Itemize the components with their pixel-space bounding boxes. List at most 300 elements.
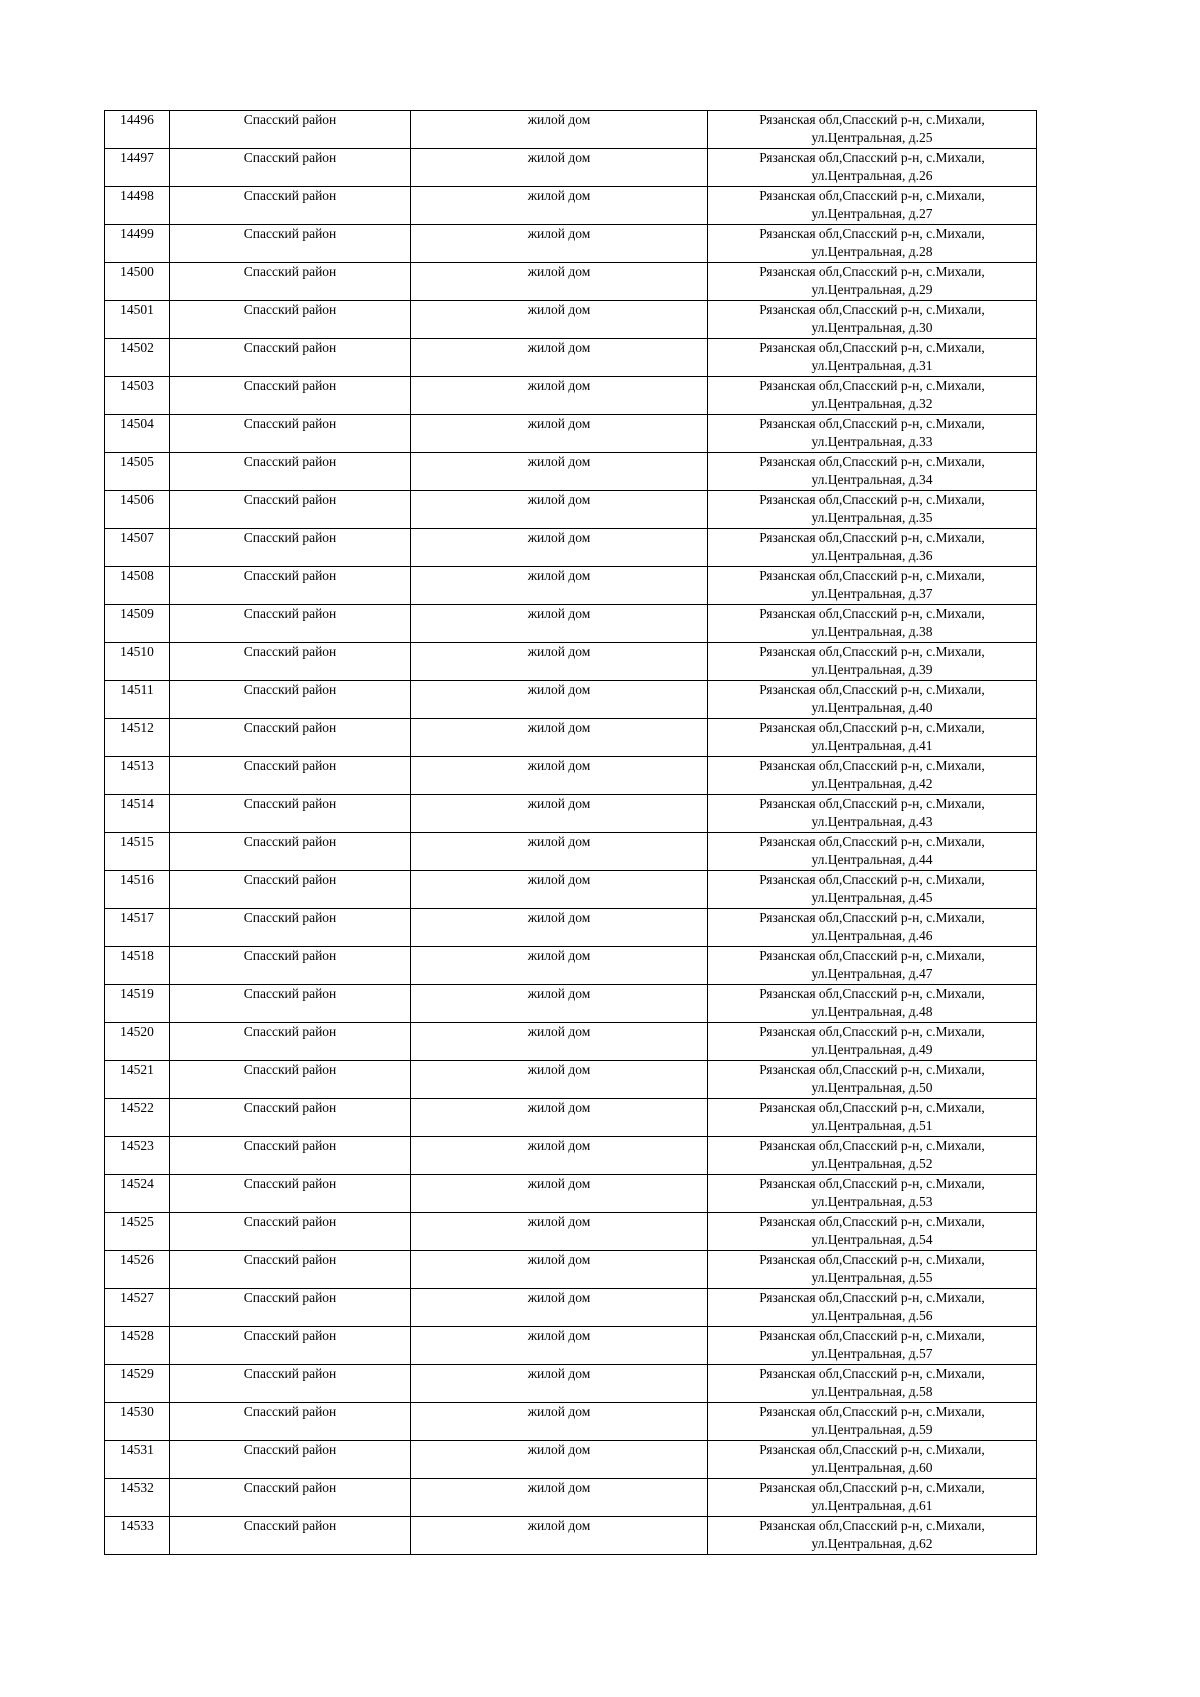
district-cell (170, 1289, 411, 1327)
address-line-region: Рязанская обл,Спасский р-н, с.Михали, (759, 1442, 985, 1457)
record-number-cell (105, 225, 170, 263)
district-cell (170, 301, 411, 339)
district-cell (170, 187, 411, 225)
district-cell (170, 1213, 411, 1251)
district-cell (170, 947, 411, 985)
address-line-region: Рязанская обл,Спасский р-н, с.Михали, (759, 1100, 985, 1115)
record-number-cell (105, 643, 170, 681)
address-line-street: ул.Центральная, д.48 (811, 1004, 933, 1019)
table-row (105, 1479, 1037, 1517)
district-cell (170, 643, 411, 681)
record-number-cell (105, 1289, 170, 1327)
district-name: Спасский район (243, 340, 337, 355)
table-row (105, 1403, 1037, 1441)
district-cell (170, 1327, 411, 1365)
record-number: 14524 (120, 1176, 154, 1191)
object-type-cell (411, 719, 708, 757)
district-cell (170, 1403, 411, 1441)
address-line-street: ул.Центральная, д.51 (811, 1118, 933, 1133)
address-line-region: Рязанская обл,Спасский р-н, с.Михали, (759, 1138, 985, 1153)
object-type: жилой дом (527, 416, 591, 431)
record-number-cell (105, 1175, 170, 1213)
object-type-cell (411, 491, 708, 529)
record-number-cell (105, 301, 170, 339)
district-cell (170, 415, 411, 453)
address-cell (708, 681, 1037, 719)
district-name: Спасский район (243, 796, 337, 811)
address-line-region: Рязанская обл,Спасский р-н, с.Михали, (759, 1252, 985, 1267)
address-cell (708, 719, 1037, 757)
district-name: Спасский район (243, 1328, 337, 1343)
district-name: Спасский район (243, 1366, 337, 1381)
district-name: Спасский район (243, 606, 337, 621)
district-name: Спасский район (243, 302, 337, 317)
address-cell (708, 757, 1037, 795)
record-number: 14523 (120, 1138, 154, 1153)
district-name: Спасский район (243, 872, 337, 887)
object-type: жилой дом (527, 1024, 591, 1039)
record-number: 14511 (120, 682, 154, 697)
address-line-street: ул.Центральная, д.34 (811, 472, 933, 487)
object-type: жилой дом (527, 796, 591, 811)
record-number-cell (105, 1327, 170, 1365)
table-row (105, 187, 1037, 225)
district-name: Спасский район (243, 1176, 337, 1191)
object-type: жилой дом (527, 264, 591, 279)
district-cell (170, 681, 411, 719)
address-line-street: ул.Центральная, д.28 (811, 244, 933, 259)
object-type: жилой дом (527, 1252, 591, 1267)
record-number: 14512 (120, 720, 154, 735)
address-line-region: Рязанская обл,Спасский р-н, с.Михали, (759, 1214, 985, 1229)
object-type: жилой дом (527, 834, 591, 849)
address-line-street: ул.Центральная, д.25 (811, 130, 933, 145)
district-name: Спасский район (243, 1404, 337, 1419)
district-cell (170, 491, 411, 529)
address-line-street: ул.Центральная, д.29 (811, 282, 933, 297)
table-row (105, 985, 1037, 1023)
address-line-region: Рязанская обл,Спасский р-н, с.Михали, (759, 1062, 985, 1077)
registry-table-body (105, 111, 1037, 1555)
object-type: жилой дом (527, 1366, 591, 1381)
object-type-cell (411, 871, 708, 909)
district-cell (170, 149, 411, 187)
table-row (105, 947, 1037, 985)
address-line-region: Рязанская обл,Спасский р-н, с.Михали, (759, 416, 985, 431)
record-number-cell (105, 833, 170, 871)
object-type: жилой дом (527, 758, 591, 773)
district-cell (170, 1137, 411, 1175)
table-row (105, 149, 1037, 187)
address-line-street: ул.Центральная, д.50 (811, 1080, 933, 1095)
table-row (105, 1289, 1037, 1327)
district-cell (170, 111, 411, 149)
table-row (105, 453, 1037, 491)
table-row (105, 1441, 1037, 1479)
object-type: жилой дом (527, 1100, 591, 1115)
address-line-region: Рязанская обл,Спасский р-н, с.Михали, (759, 1366, 985, 1381)
record-number-cell (105, 1365, 170, 1403)
address-line-street: ул.Центральная, д.57 (811, 1346, 933, 1361)
address-line-street: ул.Центральная, д.59 (811, 1422, 933, 1437)
object-type: жилой дом (527, 1404, 591, 1419)
record-number: 14526 (120, 1252, 154, 1267)
table-row (105, 301, 1037, 339)
district-cell (170, 795, 411, 833)
record-number-cell (105, 871, 170, 909)
address-line-region: Рязанская обл,Спасский р-н, с.Михали, (759, 1328, 985, 1343)
address-line-region: Рязанская обл,Спасский р-н, с.Михали, (759, 150, 985, 165)
object-type: жилой дом (527, 986, 591, 1001)
district-cell (170, 1023, 411, 1061)
table-row (105, 1365, 1037, 1403)
address-line-street: ул.Центральная, д.30 (811, 320, 933, 335)
district-name: Спасский район (243, 910, 337, 925)
address-cell (708, 301, 1037, 339)
district-name: Спасский район (243, 1100, 337, 1115)
district-cell (170, 225, 411, 263)
address-cell (708, 1213, 1037, 1251)
object-type-cell (411, 1175, 708, 1213)
object-type-cell (411, 529, 708, 567)
record-number: 14501 (120, 302, 154, 317)
object-type: жилой дом (527, 112, 591, 127)
address-line-region: Рязанская обл,Спасский р-н, с.Михали, (759, 226, 985, 241)
table-row (105, 1517, 1037, 1555)
district-name: Спасский район (243, 758, 337, 773)
address-cell (708, 111, 1037, 149)
address-cell (708, 985, 1037, 1023)
address-line-street: ул.Центральная, д.60 (811, 1460, 933, 1475)
object-type-cell (411, 1403, 708, 1441)
district-cell (170, 833, 411, 871)
district-cell (170, 719, 411, 757)
object-type-cell (411, 1023, 708, 1061)
table-row (105, 1213, 1037, 1251)
address-line-region: Рязанская обл,Спасский р-н, с.Михали, (759, 302, 985, 317)
district-cell (170, 1517, 411, 1555)
object-type-cell (411, 947, 708, 985)
table-row (105, 339, 1037, 377)
record-number-cell (105, 491, 170, 529)
address-cell (708, 947, 1037, 985)
object-type-cell (411, 111, 708, 149)
record-number-cell (105, 795, 170, 833)
object-type: жилой дом (527, 1176, 591, 1191)
address-line-region: Рязанская обл,Спасский р-н, с.Михали, (759, 112, 985, 127)
object-type-cell (411, 909, 708, 947)
record-number-cell (105, 1213, 170, 1251)
object-type-cell (411, 1479, 708, 1517)
district-cell (170, 871, 411, 909)
address-line-region: Рязанская обл,Спасский р-н, с.Михали, (759, 1404, 985, 1419)
table-row (105, 1137, 1037, 1175)
table-row (105, 795, 1037, 833)
address-cell (708, 643, 1037, 681)
address-line-region: Рязанская обл,Спасский р-н, с.Михали, (759, 1024, 985, 1039)
address-line-street: ул.Центральная, д.52 (811, 1156, 933, 1171)
district-name: Спасский район (243, 150, 337, 165)
address-line-region: Рязанская обл,Спасский р-н, с.Михали, (759, 1480, 985, 1495)
district-name: Спасский район (243, 644, 337, 659)
address-line-street: ул.Центральная, д.54 (811, 1232, 933, 1247)
object-type: жилой дом (527, 1138, 591, 1153)
district-cell (170, 377, 411, 415)
table-row (105, 415, 1037, 453)
address-line-street: ул.Центральная, д.44 (811, 852, 933, 867)
address-cell (708, 833, 1037, 871)
record-number: 14530 (120, 1404, 154, 1419)
record-number-cell (105, 1403, 170, 1441)
object-type: жилой дом (527, 188, 591, 203)
record-number: 14531 (120, 1442, 154, 1457)
record-number-cell (105, 1441, 170, 1479)
table-row (105, 1327, 1037, 1365)
address-line-street: ул.Центральная, д.31 (811, 358, 933, 373)
district-name: Спасский район (243, 530, 337, 545)
district-cell (170, 1061, 411, 1099)
address-cell (708, 605, 1037, 643)
record-number-cell (105, 719, 170, 757)
district-name: Спасский район (243, 834, 337, 849)
address-line-street: ул.Центральная, д.43 (811, 814, 933, 829)
district-name: Спасский район (243, 948, 337, 963)
district-cell (170, 453, 411, 491)
object-type-cell (411, 1213, 708, 1251)
object-type-cell (411, 1441, 708, 1479)
address-line-street: ул.Центральная, д.41 (811, 738, 933, 753)
table-row (105, 567, 1037, 605)
district-name: Спасский район (243, 416, 337, 431)
record-number: 14510 (120, 644, 154, 659)
object-type-cell (411, 1365, 708, 1403)
address-cell (708, 795, 1037, 833)
record-number-cell (105, 415, 170, 453)
record-number-cell (105, 377, 170, 415)
record-number-cell (105, 909, 170, 947)
object-type: жилой дом (527, 378, 591, 393)
object-type: жилой дом (527, 948, 591, 963)
record-number-cell (105, 1099, 170, 1137)
address-line-region: Рязанская обл,Спасский р-н, с.Михали, (759, 682, 985, 697)
object-type-cell (411, 1061, 708, 1099)
table-row (105, 871, 1037, 909)
object-type: жилой дом (527, 606, 591, 621)
table-row (105, 1061, 1037, 1099)
address-line-street: ул.Центральная, д.39 (811, 662, 933, 677)
record-number-cell (105, 453, 170, 491)
address-line-street: ул.Центральная, д.53 (811, 1194, 933, 1209)
address-cell (708, 871, 1037, 909)
object-type: жилой дом (527, 682, 591, 697)
object-type-cell (411, 1327, 708, 1365)
record-number-cell (105, 947, 170, 985)
address-line-region: Рязанская обл,Спасский р-н, с.Михали, (759, 796, 985, 811)
district-name: Спасский район (243, 986, 337, 1001)
object-type: жилой дом (527, 1290, 591, 1305)
record-number: 14516 (120, 872, 154, 887)
record-number-cell (105, 149, 170, 187)
record-number-cell (105, 985, 170, 1023)
address-cell (708, 1023, 1037, 1061)
district-cell (170, 529, 411, 567)
record-number-cell (105, 681, 170, 719)
record-number: 14497 (120, 150, 154, 165)
object-type-cell (411, 567, 708, 605)
district-cell (170, 1365, 411, 1403)
table-row (105, 225, 1037, 263)
address-line-street: ул.Центральная, д.32 (811, 396, 933, 411)
district-name: Спасский район (243, 1214, 337, 1229)
address-cell (708, 187, 1037, 225)
address-line-street: ул.Центральная, д.26 (811, 168, 933, 183)
district-name: Спасский район (243, 112, 337, 127)
address-cell (708, 1175, 1037, 1213)
record-number: 14504 (120, 416, 154, 431)
record-number: 14522 (120, 1100, 154, 1115)
address-line-region: Рязанская обл,Спасский р-н, с.Михали, (759, 340, 985, 355)
district-name: Спасский район (243, 1290, 337, 1305)
address-line-street: ул.Центральная, д.62 (811, 1536, 933, 1551)
record-number-cell (105, 757, 170, 795)
district-name: Спасский район (243, 568, 337, 583)
address-line-street: ул.Центральная, д.35 (811, 510, 933, 525)
record-number-cell (105, 529, 170, 567)
object-type-cell (411, 187, 708, 225)
object-type-cell (411, 681, 708, 719)
object-type: жилой дом (527, 1214, 591, 1229)
address-line-street: ул.Центральная, д.55 (811, 1270, 933, 1285)
district-cell (170, 1251, 411, 1289)
record-number-cell (105, 567, 170, 605)
record-number: 14525 (120, 1214, 154, 1229)
district-name: Спасский район (243, 226, 337, 241)
address-cell (708, 339, 1037, 377)
record-number: 14503 (120, 378, 154, 393)
address-cell (708, 1517, 1037, 1555)
district-name: Спасский район (243, 492, 337, 507)
district-name: Спасский район (243, 720, 337, 735)
record-number: 14496 (120, 112, 154, 127)
table-row (105, 529, 1037, 567)
address-line-region: Рязанская обл,Спасский р-н, с.Михали, (759, 530, 985, 545)
district-name: Спасский район (243, 1024, 337, 1039)
record-number: 14532 (120, 1480, 154, 1495)
record-number: 14499 (120, 226, 154, 241)
address-cell (708, 491, 1037, 529)
record-number-cell (105, 1061, 170, 1099)
address-cell (708, 1251, 1037, 1289)
record-number: 14502 (120, 340, 154, 355)
district-name: Спасский район (243, 1480, 337, 1495)
address-cell (708, 1099, 1037, 1137)
district-cell (170, 1479, 411, 1517)
address-line-region: Рязанская обл,Спасский р-н, с.Михали, (759, 720, 985, 735)
record-number-cell (105, 111, 170, 149)
address-cell (708, 1441, 1037, 1479)
address-cell (708, 1137, 1037, 1175)
address-line-region: Рязанская обл,Спасский р-н, с.Михали, (759, 948, 985, 963)
object-type-cell (411, 605, 708, 643)
address-cell (708, 225, 1037, 263)
object-type: жилой дом (527, 720, 591, 735)
address-line-street: ул.Центральная, д.56 (811, 1308, 933, 1323)
table-row (105, 681, 1037, 719)
record-number: 14517 (120, 910, 154, 925)
object-type: жилой дом (527, 910, 591, 925)
table-row (105, 1175, 1037, 1213)
object-type-cell (411, 1289, 708, 1327)
object-type: жилой дом (527, 492, 591, 507)
table-row (105, 719, 1037, 757)
table-row (105, 263, 1037, 301)
address-cell (708, 377, 1037, 415)
object-type: жилой дом (527, 150, 591, 165)
object-type-cell (411, 149, 708, 187)
table-row (105, 491, 1037, 529)
record-number: 14528 (120, 1328, 154, 1343)
record-number-cell (105, 1251, 170, 1289)
district-name: Спасский район (243, 1442, 337, 1457)
object-type: жилой дом (527, 1062, 591, 1077)
record-number: 14520 (120, 1024, 154, 1039)
object-type: жилой дом (527, 302, 591, 317)
object-type: жилой дом (527, 1442, 591, 1457)
address-line-street: ул.Центральная, д.40 (811, 700, 933, 715)
table-row (105, 643, 1037, 681)
address-line-street: ул.Центральная, д.33 (811, 434, 933, 449)
record-number: 14505 (120, 454, 154, 469)
district-cell (170, 757, 411, 795)
record-number: 14498 (120, 188, 154, 203)
object-type-cell (411, 757, 708, 795)
record-number: 14519 (120, 986, 154, 1001)
address-line-region: Рязанская обл,Спасский р-н, с.Михали, (759, 644, 985, 659)
record-number: 14500 (120, 264, 154, 279)
district-cell (170, 339, 411, 377)
object-type-cell (411, 377, 708, 415)
address-line-street: ул.Центральная, д.61 (811, 1498, 933, 1513)
object-type-cell (411, 833, 708, 871)
district-cell (170, 1175, 411, 1213)
table-row (105, 833, 1037, 871)
district-name: Спасский район (243, 1062, 337, 1077)
object-type: жилой дом (527, 644, 591, 659)
address-line-region: Рязанская обл,Спасский р-н, с.Михали, (759, 910, 985, 925)
address-line-street: ул.Центральная, д.36 (811, 548, 933, 563)
record-number-cell (105, 1479, 170, 1517)
record-number: 14518 (120, 948, 154, 963)
record-number: 14506 (120, 492, 154, 507)
object-type-cell (411, 985, 708, 1023)
address-line-region: Рязанская обл,Спасский р-н, с.Михали, (759, 606, 985, 621)
address-line-region: Рязанская обл,Спасский р-н, с.Михали, (759, 454, 985, 469)
address-line-region: Рязанская обл,Спасский р-н, с.Михали, (759, 1518, 985, 1533)
address-line-region: Рязанская обл,Спасский р-н, с.Михали, (759, 1176, 985, 1191)
record-number-cell (105, 339, 170, 377)
address-line-region: Рязанская обл,Спасский р-н, с.Михали, (759, 568, 985, 583)
object-type: жилой дом (527, 530, 591, 545)
district-name: Спасский район (243, 188, 337, 203)
object-type: жилой дом (527, 226, 591, 241)
district-cell (170, 1099, 411, 1137)
address-cell (708, 415, 1037, 453)
address-line-street: ул.Центральная, д.38 (811, 624, 933, 639)
address-cell (708, 149, 1037, 187)
address-line-region: Рязанская обл,Спасский р-н, с.Михали, (759, 834, 985, 849)
district-name: Спасский район (243, 454, 337, 469)
record-number: 14515 (120, 834, 154, 849)
